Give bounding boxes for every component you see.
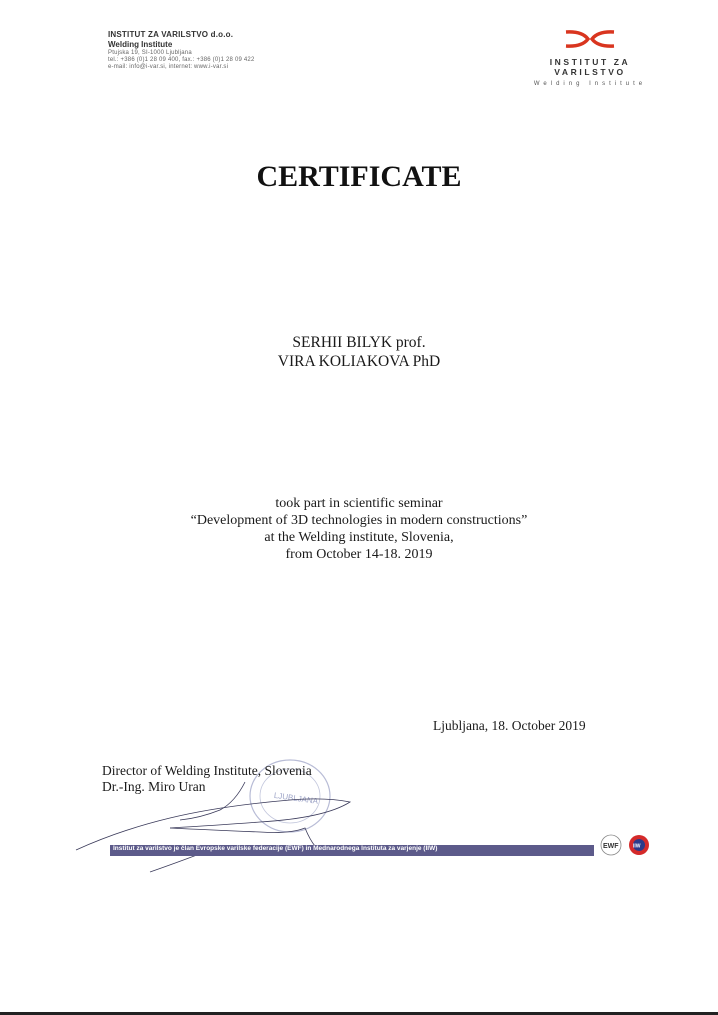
body-line: from October 14-18. 2019 [285, 547, 433, 562]
recipient-name: SERHII BILYK prof. [292, 334, 426, 351]
membership-text: Institut za varilstvo je član Evropske varilske federacije (EWF) in Mednarodnega Instituta za varjenje (IIW) [113, 844, 438, 852]
body-line: took part in scientific seminar [275, 496, 443, 511]
recipient-name: VIRA KOLIAKOVA PhD [277, 353, 441, 370]
logo-subtitle: Welding Institute [533, 81, 647, 87]
ewf-iiw-badges-icon [598, 832, 654, 858]
company-name-en: Welding Institute [108, 40, 173, 49]
company-address: Ptujska 19, SI-1000 Ljubljana [108, 50, 192, 56]
iiw-badge-text: IIW [633, 843, 641, 850]
signatory-role: Director of Welding Institute, Slovenia [102, 763, 312, 778]
recipients [0, 333, 718, 371]
welding-logo-icon [560, 28, 620, 50]
signatory-name: Dr.-Ing. Miro Uran [102, 779, 206, 794]
handwritten-signature-icon [60, 770, 380, 880]
company-contact: e-mail: info@i-var.si, internet: www.i-var.si [108, 64, 229, 70]
place-date: Ljubljana, 18. October 2019 [433, 718, 586, 733]
membership-band [110, 845, 594, 856]
membership-badges [598, 832, 654, 863]
ewf-badge-text: EWF [603, 843, 619, 850]
body-line: “Development of 3D technologies in modern constructions” [190, 513, 528, 528]
company-phone: tel.: +386 (0)1 28 09 400, fax.: +386 (0)1 28 09 422 [108, 57, 255, 63]
logo-name: INSTITUT ZA VARILSTVO [549, 57, 631, 77]
company-name: INSTITUT ZA VARILSTVO d.o.o. [108, 30, 234, 39]
certificate-title: CERTIFICATE [256, 160, 462, 193]
letterhead [108, 30, 255, 70]
body-line: at the Welding institute, Slovenia, [264, 530, 454, 545]
stamp-text: LJUBLJANA [273, 790, 319, 806]
certificate-body [0, 495, 718, 563]
institute-logo [520, 28, 660, 87]
